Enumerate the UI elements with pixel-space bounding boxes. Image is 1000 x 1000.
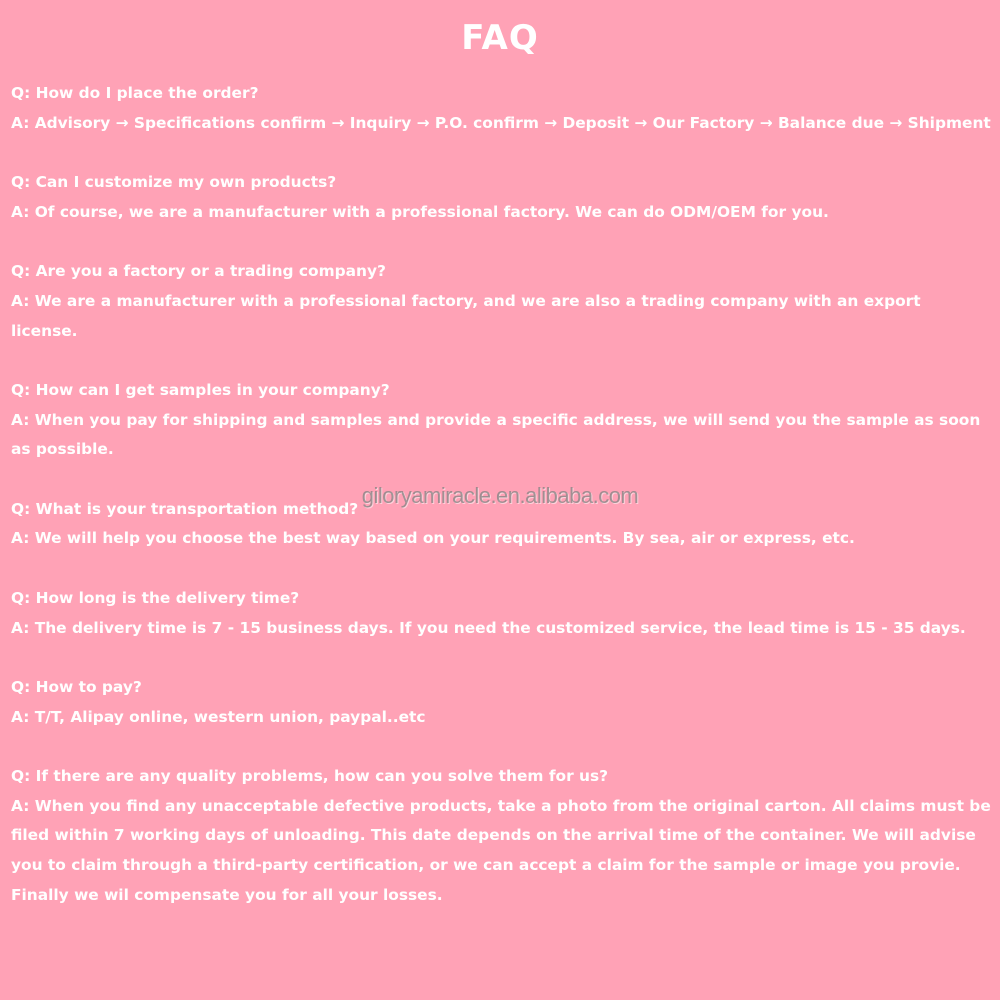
faq-answer: A: We are a manufacturer with a professional factory, and we are also a trading company with an export license. bbox=[11, 291, 921, 340]
faq-item bbox=[11, 79, 992, 138]
faq-answer: A: Advisory → Specifications confirm → Inquiry → P.O. confirm → Deposit → Our Factory → Balance due → Shipment bbox=[11, 113, 991, 132]
faq-answer: A: When you pay for shipping and samples and provide a specific address, we will send you the sample as soon as possible. bbox=[11, 410, 981, 459]
page-title: FAQ bbox=[461, 18, 539, 58]
faq-item bbox=[11, 376, 992, 465]
faq-question: Q: What is your transportation method? bbox=[11, 499, 359, 518]
faq-question: Q: How long is the delivery time? bbox=[11, 588, 300, 607]
faq-question: Q: How can I get samples in your company? bbox=[11, 380, 390, 399]
faq-item bbox=[11, 673, 992, 732]
faq-item bbox=[11, 762, 992, 911]
faq-answer: A: T/T, Alipay online, western union, paypal..etc bbox=[11, 707, 426, 726]
faq-question: Q: How to pay? bbox=[11, 677, 142, 696]
faq-question: Q: How do I place the order? bbox=[11, 84, 259, 102]
faq-question: Q: Can I customize my own products? bbox=[11, 173, 337, 192]
faq-answer: A: We will help you choose the best way based on your requirements. By sea, air or express, etc. bbox=[11, 529, 855, 548]
faq-question: Q: If there are any quality problems, how can you solve them for us? bbox=[11, 767, 609, 786]
faq-item bbox=[11, 168, 992, 227]
faq-question: Q: Are you a factory or a trading company? bbox=[11, 262, 386, 281]
faq-answer: A: Of course, we are a manufacturer with a professional factory. We can do ODM/OEM for you. bbox=[11, 202, 829, 221]
watermark: giloryamiracle.en.alibaba.com bbox=[361, 483, 639, 508]
faq-item bbox=[11, 584, 992, 643]
faq-answer: A: The delivery time is 7 - 15 business days. If you need the customized service, the lead time is 15 - 35 days. bbox=[11, 618, 966, 637]
faq-item bbox=[11, 257, 992, 346]
faq-list bbox=[11, 79, 992, 940]
faq-answer: A: When you find any unacceptable defective products, take a photo from the original carton. All claims must be filed within 7 working days of unloading. This date depends on the arrival time of the container. We will advise you to claim through a third-party certification, or we can accept a claim for the sample or image you provie. Finally we wil compensate you for all your losses. bbox=[11, 796, 991, 904]
